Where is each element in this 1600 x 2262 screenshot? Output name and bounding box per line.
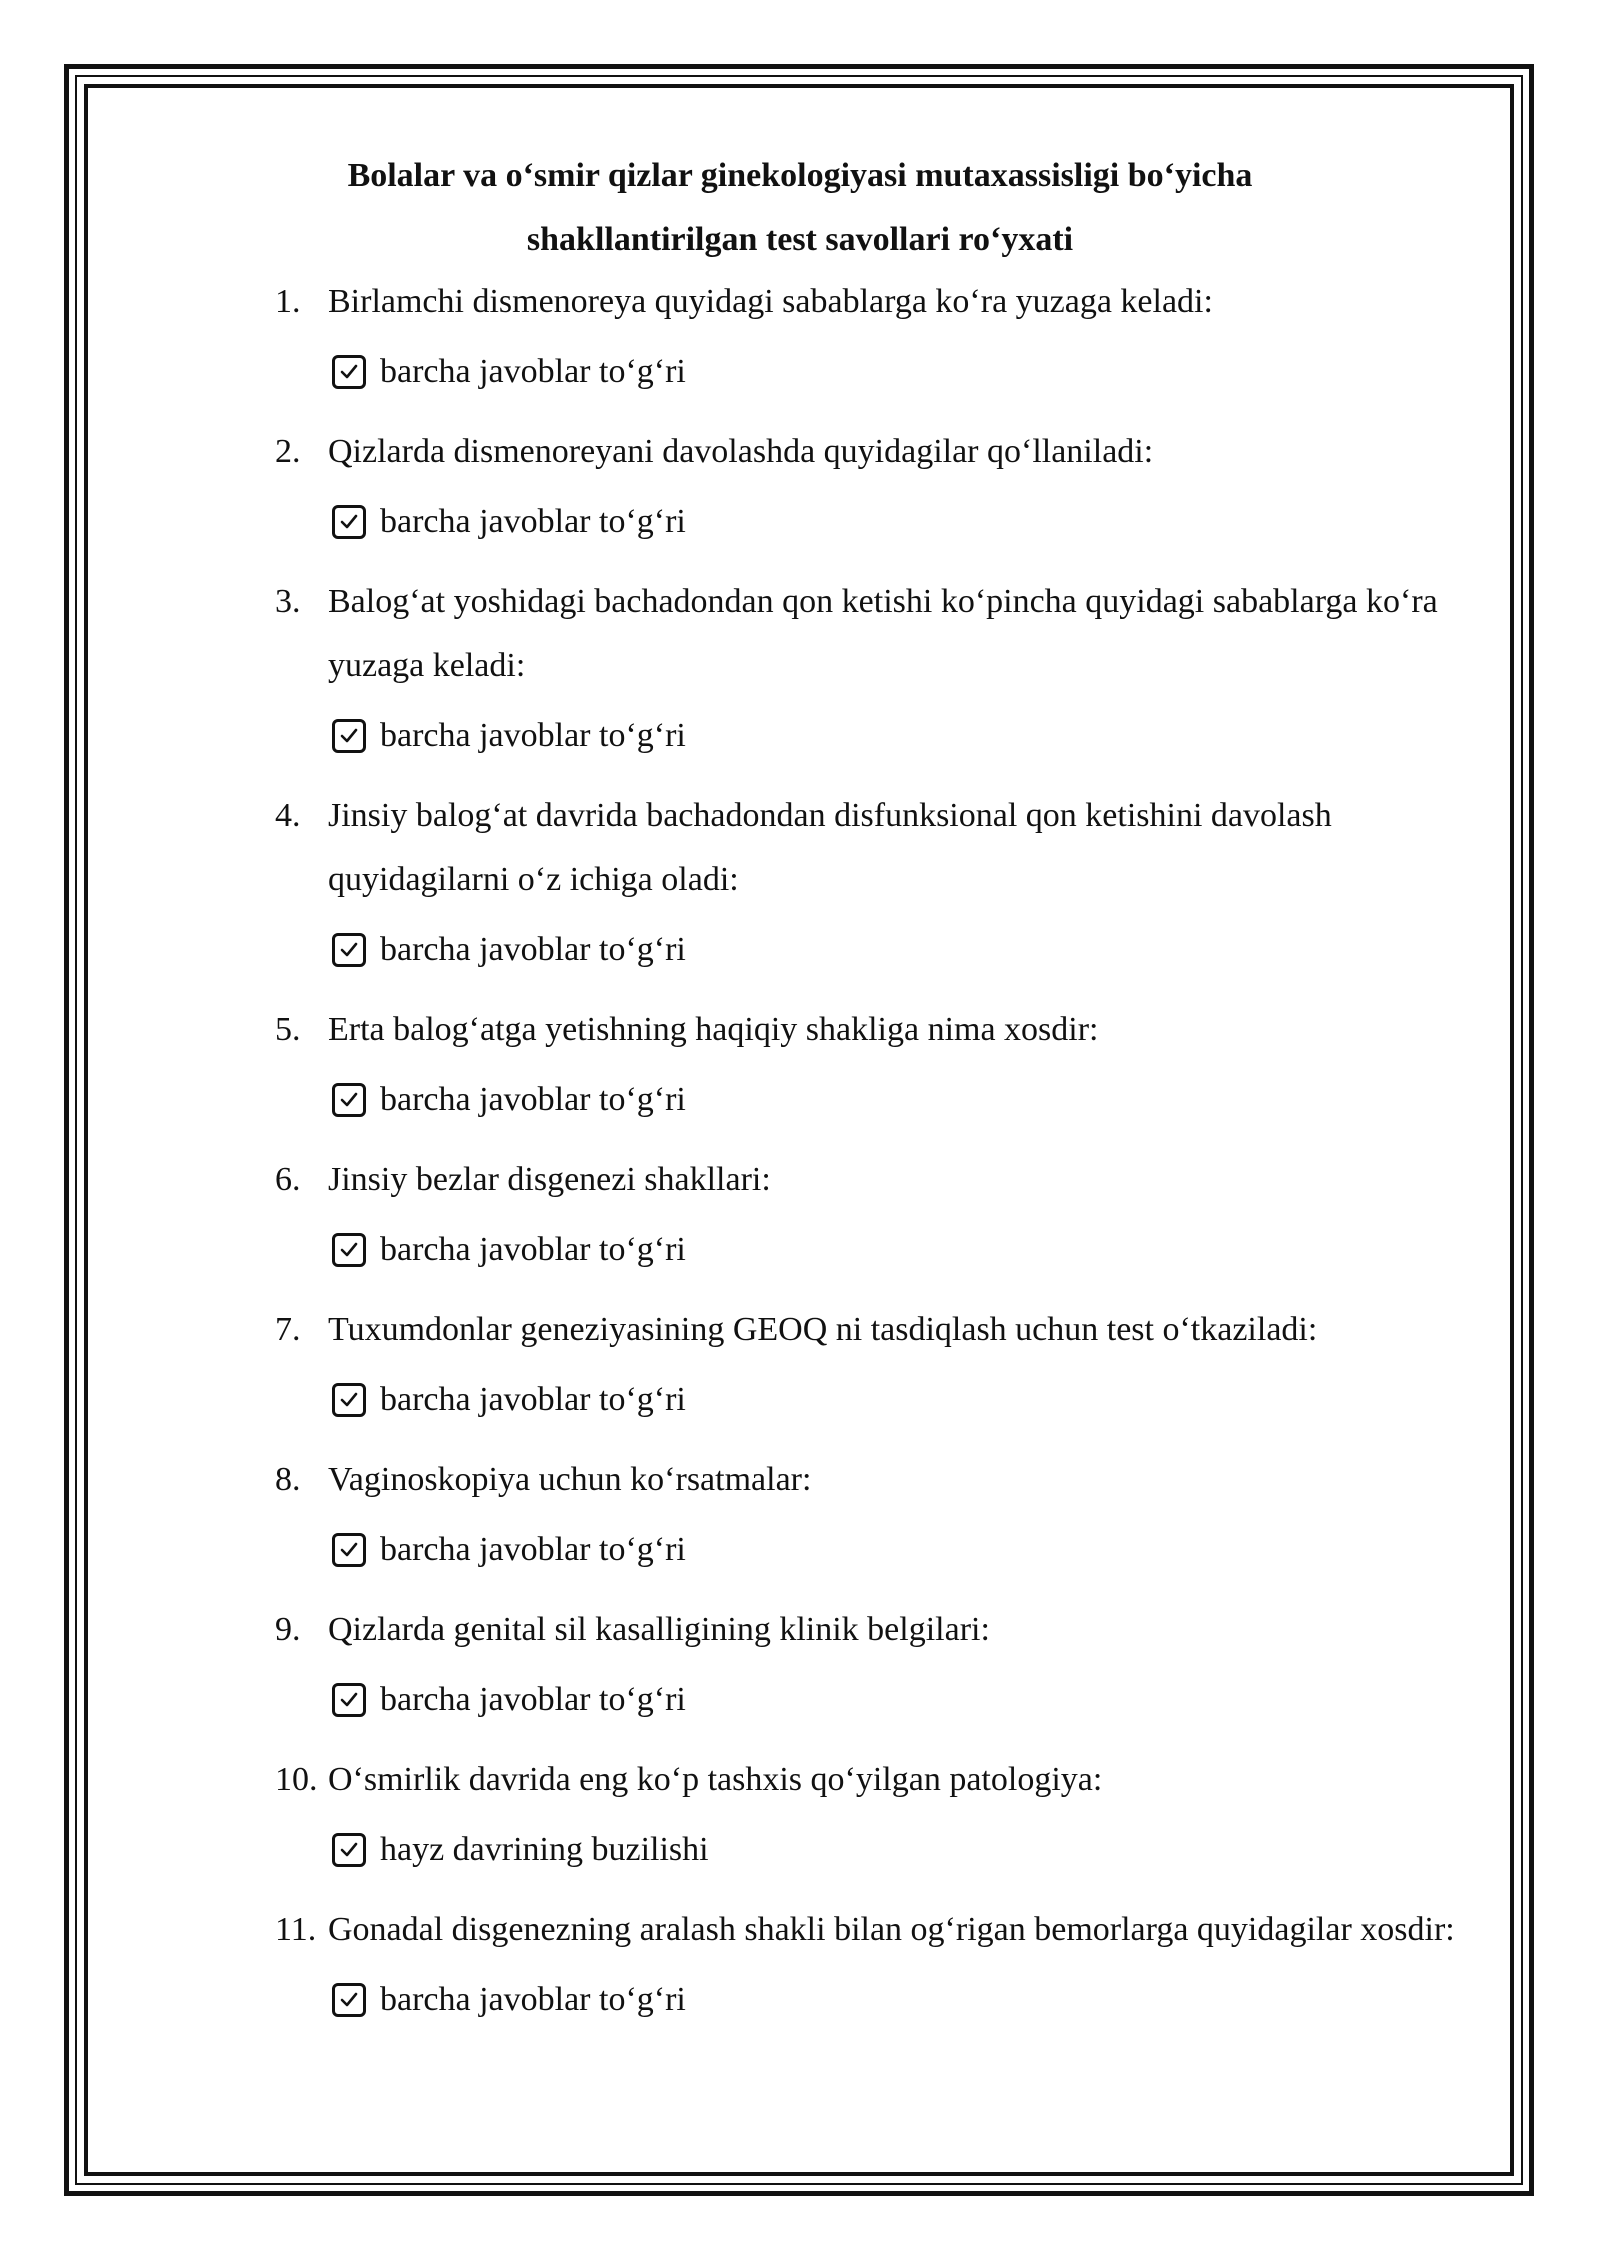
- title-line-1: Bolalar va o‘smir qizlar ginekologiyasi mutaxassisligi bo‘yicha: [347, 157, 1253, 194]
- question-item: [275, 1148, 1505, 1288]
- question-item: [275, 420, 1505, 560]
- question-text-line: [275, 1748, 1505, 1812]
- checked-checkbox-icon: [332, 1383, 366, 1417]
- answer-row: [275, 1812, 1505, 1888]
- question-item: [275, 1748, 1505, 1888]
- answer-row: [275, 1662, 1505, 1738]
- answer-text: barcha javoblar to‘g‘ri: [380, 1081, 686, 1118]
- question-text-line: [275, 1598, 1505, 1662]
- answer-row: [275, 334, 1505, 410]
- question-number: 7.: [275, 1311, 301, 1348]
- checked-checkbox-icon: [332, 1083, 366, 1117]
- question-text-line: [275, 998, 1505, 1062]
- question-item: [275, 1448, 1505, 1588]
- question-text: Tuxumdonlar geneziyasining GEOQ ni tasdiqlash uchun test o‘tkaziladi:: [328, 1311, 1318, 1348]
- answer-row: [275, 698, 1505, 774]
- question-number: 5.: [275, 1011, 301, 1048]
- question-text-line: [275, 570, 1505, 698]
- answer-text: barcha javoblar to‘g‘ri: [380, 717, 686, 754]
- answer-text: barcha javoblar to‘g‘ri: [380, 503, 686, 540]
- question-item: [275, 784, 1505, 988]
- question-text-line: [275, 420, 1505, 484]
- question-item: [275, 1298, 1505, 1438]
- checked-checkbox-icon: [332, 1683, 366, 1717]
- checked-checkbox-icon: [332, 1833, 366, 1867]
- checked-checkbox-icon: [332, 1533, 366, 1567]
- answer-text: barcha javoblar to‘g‘ri: [380, 931, 686, 968]
- question-number: 4.: [275, 797, 301, 834]
- question-text: Jinsiy bezlar disgenezi shakllari:: [328, 1161, 771, 1198]
- question-text: Qizlarda dismenoreyani davolashda quyidagilar qo‘llaniladi:: [328, 433, 1154, 470]
- checked-checkbox-icon: [332, 505, 366, 539]
- question-number: 1.: [275, 283, 301, 320]
- question-text: Gonadal disgenezning aralash shakli bilan og‘rigan bemorlarga quyidagilar xosdir:: [328, 1911, 1455, 1948]
- checked-checkbox-icon: [332, 933, 366, 967]
- answer-text: barcha javoblar to‘g‘ri: [380, 1531, 686, 1568]
- checked-checkbox-icon: [332, 1233, 366, 1267]
- question-text: Birlamchi dismenoreya quyidagi sabablarga ko‘ra yuzaga keladi:: [328, 283, 1213, 320]
- question-item: [275, 1898, 1505, 2038]
- question-text: Qizlarda genital sil kasalligining klinik belgilari:: [328, 1611, 990, 1648]
- question-number: 3.: [275, 583, 301, 620]
- answer-row: [275, 1362, 1505, 1438]
- question-item: [275, 570, 1505, 774]
- checked-checkbox-icon: [332, 719, 366, 753]
- question-number: 11.: [275, 1911, 317, 1948]
- question-text: O‘smirlik davrida eng ko‘p tashxis qo‘yilgan patologiya:: [328, 1761, 1103, 1798]
- question-number: 8.: [275, 1461, 301, 1498]
- answer-row: [275, 912, 1505, 988]
- question-text: Vaginoskopiya uchun ko‘rsatmalar:: [328, 1461, 812, 1498]
- question-number: 10.: [275, 1761, 318, 1798]
- question-number: 2.: [275, 433, 301, 470]
- question-text-line: [275, 1448, 1505, 1512]
- question-text: Balog‘at yoshidagi bachadondan qon ketishi ko‘pincha quyidagi sabablarga ko‘ra yuzaga keladi:: [328, 583, 1438, 684]
- question-number: 6.: [275, 1161, 301, 1198]
- answer-text: barcha javoblar to‘g‘ri: [380, 1981, 686, 2018]
- question-text-line: [275, 1148, 1505, 1212]
- answer-row: [275, 1512, 1505, 1588]
- answer-row: [275, 1212, 1505, 1288]
- answer-row: [275, 1962, 1505, 2038]
- question-item: [275, 270, 1505, 410]
- question-item: [275, 1598, 1505, 1738]
- answer-text: hayz davrining buzilishi: [380, 1831, 709, 1868]
- answer-row: [275, 484, 1505, 560]
- answer-text: barcha javoblar to‘g‘ri: [380, 1381, 686, 1418]
- question-text-line: [275, 1898, 1505, 1962]
- answer-text: barcha javoblar to‘g‘ri: [380, 1681, 686, 1718]
- checked-checkbox-icon: [332, 355, 366, 389]
- answer-text: barcha javoblar to‘g‘ri: [380, 353, 686, 390]
- question-list: [275, 270, 1505, 2048]
- question-text-line: [275, 1298, 1505, 1362]
- question-text: Erta balog‘atga yetishning haqiqiy shakliga nima xosdir:: [328, 1011, 1099, 1048]
- title-line-2: shakllantirilgan test savollari ro‘yxati: [526, 221, 1074, 258]
- question-text-line: [275, 784, 1505, 912]
- question-item: [275, 998, 1505, 1138]
- checked-checkbox-icon: [332, 1983, 366, 2017]
- question-text: Jinsiy balog‘at davrida bachadondan disfunksional qon ketishini davolash quyidagilarni o‘z ichiga oladi:: [328, 797, 1332, 898]
- question-number: 9.: [275, 1611, 301, 1648]
- answer-text: barcha javoblar to‘g‘ri: [380, 1231, 686, 1268]
- answer-row: [275, 1062, 1505, 1138]
- question-text-line: [275, 270, 1505, 334]
- document-title: [150, 144, 1450, 272]
